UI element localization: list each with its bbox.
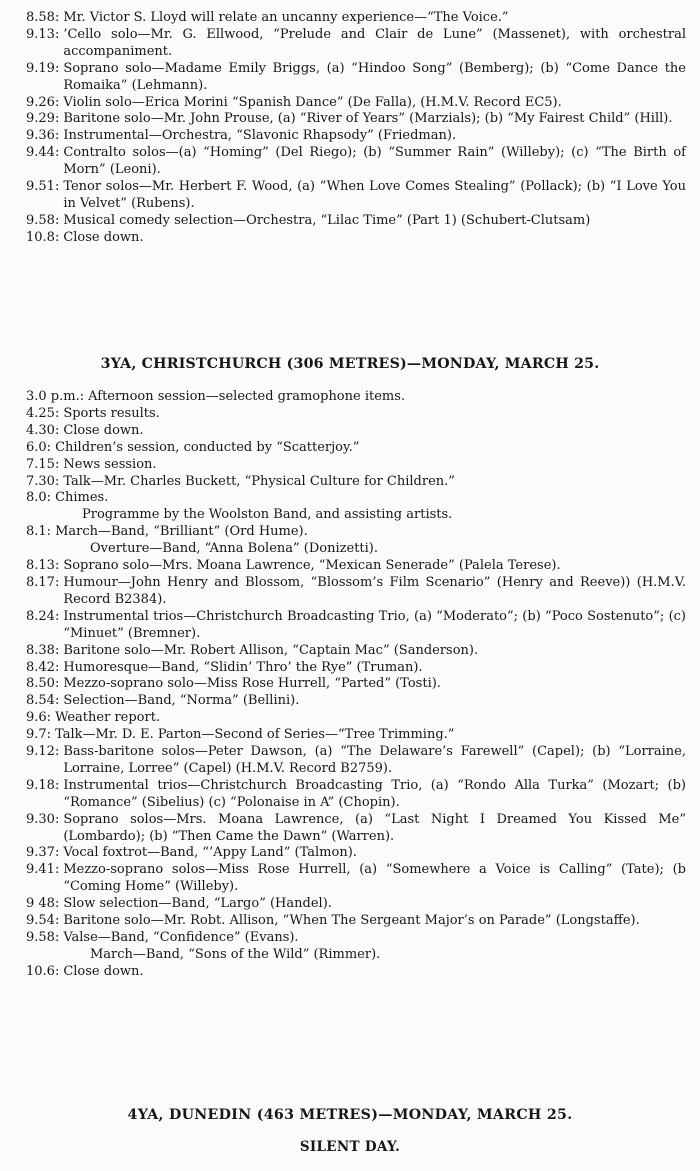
item-time: 9.29: — [26, 111, 60, 127]
item-text: Close down. — [63, 229, 144, 245]
item-text: Vocal foxtrot—Band, “’Appy Land” (Talmon). — [63, 845, 357, 861]
list-item — [26, 111, 686, 128]
item-text: Humour—John Henry and Blossom, “Blossom’s Film Scenario” (Henry and Reeve)) (H.M.V. Record B2384). — [63, 574, 686, 607]
item-text: Mezzo-soprano solos—Miss Rose Hurrell, (a) “Somewhere a Voice is Calling” (Tate); (b “Coming Home” (Willeby). — [63, 862, 686, 895]
item-time: 8.13: — [26, 558, 60, 574]
item-text: March—Band, “Sons of the Wild” (Rimmer). — [90, 946, 381, 962]
item-time: 9.54: — [26, 913, 60, 929]
item-time: 10.8: — [26, 229, 60, 245]
list-item — [26, 947, 686, 964]
item-time: 8.38: — [26, 642, 60, 658]
list-item — [26, 727, 686, 744]
list-item — [26, 710, 686, 727]
list-item — [26, 145, 686, 179]
list-item — [26, 541, 686, 558]
station-heading-3ya: 3YA, CHRISTCHURCH (306 METRES)—MONDAY, MARCH 25. — [100, 356, 600, 372]
list-item — [26, 10, 686, 27]
item-time: 8.17: — [26, 574, 60, 590]
item-time: 9.6: — [26, 710, 52, 726]
item-time: 9.37: — [26, 845, 60, 861]
item-text: Talk—Mr. D. E. Parton—Second of Series—“Tree Trimming.” — [55, 727, 455, 743]
item-text: Selection—Band, “Norma” (Bellini). — [63, 693, 300, 709]
item-time: 8.58: — [26, 10, 60, 25]
item-text: Weather report. — [55, 710, 161, 726]
item-text: Humoresque—Band, “Slidin’ Thro’ the Rye” (Truman). — [63, 659, 423, 675]
item-time: 9.7: — [26, 727, 52, 743]
item-time: 9.18: — [26, 777, 60, 793]
list-item — [26, 812, 686, 846]
item-text: ’Cello solo—Mr. G. Ellwood, “Prelude and Clair de Lune” (Massenet), with orchestral accompaniment. — [63, 26, 686, 59]
list-item — [26, 660, 686, 677]
item-time: 9.58: — [26, 212, 60, 228]
item-time: 7.30: — [26, 473, 60, 489]
item-time: 9.58: — [26, 930, 60, 945]
item-text: Contralto solos—(a) “Homing” (Del Riego); (b) “Summer Rain” (Willeby); (c) “The Birth of Morn” (Leoni). — [63, 145, 686, 178]
item-text: Baritone solo—Mr. Robert Allison, “Captain Mac” (Sanderson). — [63, 642, 479, 658]
list-item — [26, 845, 686, 862]
list-item — [26, 490, 686, 507]
item-text: Children’s session, conducted by “Scatterjoy.” — [55, 439, 360, 455]
list-item — [26, 128, 686, 145]
item-text: Programme by the Woolston Band, and assisting artists. — [82, 507, 453, 523]
item-time: 8.1: — [26, 524, 52, 540]
item-text: Instrumental—Orchestra, “Slavonic Rhapsody” (Friedman). — [63, 128, 457, 144]
list-item — [26, 406, 686, 423]
list-item — [26, 913, 686, 930]
item-time: 8.0: — [26, 490, 52, 506]
item-time: 10.6: — [26, 963, 60, 979]
item-time: 9.41: — [26, 862, 60, 878]
item-text: March—Band, “Brilliant” (Ord Hume). — [55, 524, 308, 540]
item-time: 9.36: — [26, 128, 60, 144]
programme-list-continued — [26, 10, 686, 247]
item-text: Afternoon session—selected gramophone items. — [88, 389, 406, 404]
list-item — [26, 896, 686, 913]
item-text: Baritone solo—Mr. John Prouse, (a) “River of Years” (Marzials); (b) “My Fairest Child” (Hill). — [63, 111, 673, 127]
item-text: Mr. Victor S. Lloyd will relate an uncanny experience—“The Voice.” — [63, 10, 509, 25]
list-item — [26, 862, 686, 896]
list-item — [26, 744, 686, 778]
list-item — [26, 474, 686, 491]
list-item — [26, 676, 686, 693]
item-time: 9.30: — [26, 811, 60, 827]
item-time: 4.25: — [26, 405, 60, 421]
item-time: 9.19: — [26, 60, 60, 76]
item-time: 9.13: — [26, 26, 60, 42]
list-item — [26, 440, 686, 457]
item-text: Chimes. — [55, 490, 109, 506]
list-item — [26, 179, 686, 213]
list-item — [26, 558, 686, 575]
item-time: 8.54: — [26, 693, 60, 709]
item-time: 9.51: — [26, 179, 60, 195]
item-time: 9.44: — [26, 145, 60, 161]
item-text: Musical comedy selection—Orchestra, “Lilac Time” (Part 1) (Schubert-Clutsam) — [63, 212, 591, 228]
item-time: 8.24: — [26, 608, 60, 624]
list-item — [26, 524, 686, 541]
list-item — [26, 423, 686, 440]
item-text: Soprano solo—Mrs. Moana Lawrence, “Mexican Senerade” (Palela Terese). — [63, 558, 561, 574]
item-text: Overture—Band, “Anna Bolena” (Donizetti). — [90, 541, 378, 557]
list-item — [26, 95, 686, 112]
list-item — [26, 930, 686, 947]
list-item — [26, 507, 686, 524]
item-text: Soprano solo—Madame Emily Briggs, (a) “Hindoo Song” (Bemberg); (b) “Come Dance the Romaika” (Lehmann). — [63, 60, 686, 93]
item-text: Close down. — [63, 422, 144, 438]
item-time: 8.42: — [26, 659, 60, 675]
list-item — [26, 693, 686, 710]
item-text: Soprano solos—Mrs. Moana Lawrence, (a) “Last Night I Dreamed You Kissed Me” (Lombardo); (b) “Then Came the Dawn” (Warren). — [63, 811, 686, 844]
item-text: Talk—Mr. Charles Buckett, “Physical Culture for Children.” — [63, 473, 455, 489]
item-text: Mezzo-soprano solo—Miss Rose Hurrell, “Parted” (Tosti). — [63, 676, 441, 692]
item-text: Close down. — [63, 963, 144, 979]
item-text: Baritone solo—Mr. Robt. Allison, “When The Sergeant Major’s on Parade” (Longstaffe). — [63, 913, 640, 929]
item-text: Slow selection—Band, “Largo” (Handel). — [63, 896, 332, 912]
list-item — [26, 609, 686, 643]
item-time: 4.30: — [26, 422, 60, 438]
list-item — [26, 643, 686, 660]
item-time: 8.50: — [26, 676, 60, 692]
silent-day-notice: SILENT DAY. — [299, 1139, 401, 1155]
item-time: 9 48: — [26, 896, 60, 912]
list-item — [26, 778, 686, 812]
list-item — [26, 457, 686, 474]
list-item — [26, 389, 686, 406]
item-text: Valse—Band, “Confidence” (Evans). — [63, 930, 299, 945]
item-text: Instrumental trios—Christchurch Broadcasting Trio, (a) “Moderato”; (b) “Poco Sostenuto”; (c) “Minuet” (Bremner). — [63, 608, 686, 641]
item-text: News session. — [63, 456, 157, 472]
list-item — [26, 27, 686, 61]
list-item — [26, 964, 686, 981]
list-item — [26, 575, 686, 609]
item-time: 9.12: — [26, 744, 60, 760]
item-time: 9.26: — [26, 94, 60, 110]
list-item — [26, 61, 686, 95]
list-item — [26, 230, 686, 247]
item-time: 7.15: — [26, 456, 60, 472]
item-text: Violin solo—Erica Morini “Spanish Dance” (De Falla), (H.M.V. Record EC5). — [63, 94, 562, 110]
item-time: 6.0: — [26, 439, 52, 455]
item-text: Instrumental trios—Christchurch Broadcasting Trio, (a) “Rondo Alla Turka” (Mozart; (b) “Romance” (Sibelius) (c) “Polonaise in A” (Chopin). — [63, 777, 686, 810]
list-item — [26, 213, 686, 230]
programme-list-3ya — [26, 389, 686, 981]
item-text: Tenor solos—Mr. Herbert F. Wood, (a) “When Love Comes Stealing” (Pollack); (b) “I Love You in Velvet” (Rubens). — [63, 179, 686, 211]
item-time: 3.0 p.m.: — [26, 389, 85, 404]
item-text: Bass-baritone solos—Peter Dawson, (a) “The Delaware’s Farewell” (Capel); (b) “Lorraine, Lorraine, Lorree” (Capel) (H.M.V. Record B2759). — [63, 744, 686, 776]
station-heading-4ya: 4YA, DUNEDIN (463 METRES)—MONDAY, MARCH 25. — [127, 1107, 573, 1123]
item-text: Sports results. — [63, 405, 160, 421]
